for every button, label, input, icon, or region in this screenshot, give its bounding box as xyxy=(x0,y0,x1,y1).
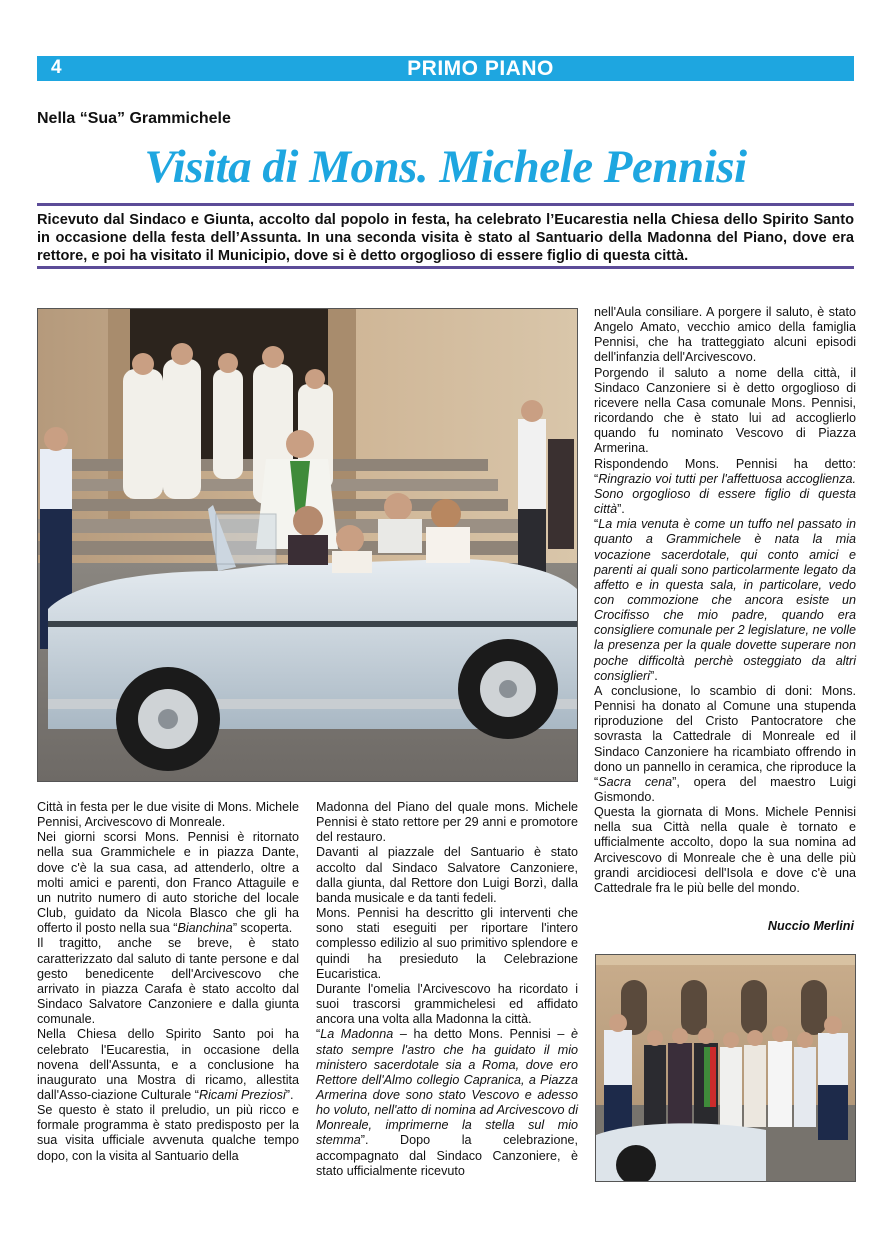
kicker: Nella “Sua” Grammichele xyxy=(37,110,231,127)
paragraph: Nella Chiesa dello Spirito Santo poi ha celebrato l'Eucarestia, in occasione della novena dell'Assunta, e a conclusione ha inaugurato una Mostra di ricamo, allestita dall'Asso-ciazione Culturale “Ricami Preziosi”. xyxy=(37,1027,299,1102)
paragraph: Madonna del Piano del quale mons. Michele Pennisi è stato rettore per 29 anni e promotore del restauro. xyxy=(316,800,578,845)
column-2 xyxy=(316,800,578,1179)
photo-group-image xyxy=(596,955,855,1181)
column-3 xyxy=(594,305,856,896)
paragraph: Davanti al piazzale del Santuario è stato accolto dal Sindaco Salvatore Canzoniere, dalla giunta, dal Rettore don Luigi Borzì, dalla banda musicale e da tanti fedeli. xyxy=(316,845,578,905)
author-signature: Nuccio Merlini xyxy=(767,919,854,933)
paragraph: “La Madonna – ha detto Mons. Pennisi – è stato sempre l'astro che ha guidato il mio ministero sacerdotale sia a Roma, dove ero Rettore dell'Almo collegio Capranica, a Piazza Armerina dove sono stato Vescovo e adesso ho voluto, nell'atto di nomina ad Arcivescovo di Monreale, imprimerne la stella sul mio stemma”. Dopo la celebrazione, accompagnato dal Sindaco Canzoniere, è stato ufficialmente ricevuto xyxy=(316,1027,578,1178)
section-title: PRIMO PIANO xyxy=(407,57,554,80)
paragraph: Porgendo il saluto a nome della città, il Sindaco Canzoniere si è detto orgoglioso di ricevere nella Casa comunale Mons. Pennisi, ricordando che è stato lui ad accoglierlo quando fu nominato Vescovo di Piazza Armerina. xyxy=(594,365,856,456)
photo-convertible-image xyxy=(38,309,577,781)
section-bar xyxy=(37,56,854,81)
paragraph: Rispondendo Mons. Pennisi ha detto: “Ringrazio voi tutti per l'affettuosa accoglienza. Sono orgoglioso di essere figlio di questa città”. xyxy=(594,456,856,517)
page-number: 4 xyxy=(51,57,62,78)
paragraph: Se questo è stato il preludio, un più ricco e formale programma è stato predisposto per la sua visita ufficiale avvenuta qualche tempo dopo, con la visita al Santuario della xyxy=(37,1103,299,1163)
photo-group-municipio xyxy=(595,954,856,1182)
rule-bottom xyxy=(37,266,854,269)
paragraph: Nei giorni scorsi Mons. Pennisi è ritornato nella sua Grammichele e in piazza Dante, dove c'è la sua casa, ad attenderlo, oltre a molti amici e parenti, don Franco Attaguile e un nutrito numero di auto storiche del locale Club, guidato da Nicola Blasco che gli ha offerto il posto nella sua “Bianchina” scoperta. xyxy=(37,830,299,936)
column-1 xyxy=(37,800,299,1164)
paragraph: nell'Aula consiliare. A porgere il saluto, è stato Angelo Amato, vecchio amico della famiglia Pennisi, che ha tratteggiato alcuni episodi dell'infanzia dell'Arcivescovo. xyxy=(594,305,856,365)
paragraph: Questa la giornata di Mons. Michele Pennisi nella sua Città nella quale è tornato e ufficialmente accolto, dopo la sua nomina ad Arcivescovo di Monreale che è una delle più grandi arcidiocesi dell'Isola e dove c'è una Cattedrale fra le più belle del mondo. xyxy=(594,805,856,895)
paragraph: Il tragitto, anche se breve, è stato caratterizzato dal saluto di tante persone e dal gesto benedicente dell'Arcivescovo che arrivato in piazza Carafa è stato accolto dal Sindaco Salvatore Canzoniere e dalla giunta comunale. xyxy=(37,936,299,1027)
rule-top xyxy=(37,203,854,206)
paragraph: Città in festa per le due visite di Mons. Michele Pennisi, Arcivescovo di Monreale. xyxy=(37,800,299,830)
photo-convertible xyxy=(37,308,578,782)
paragraph: A conclusione, lo scambio di doni: Mons. Pennisi ha donato al Comune una stupenda riproduzione del Cristo Pantocratore che sovrasta la Cattedrale di Monreale ed il Sindaco Canzoniere ha ricambiato offrendo in dono un pannello in ceramica, che riproduce la “Sacra cena”, opera del maestro Luigi Gismondo. xyxy=(594,683,856,804)
lead-paragraph: Ricevuto dal Sindaco e Giunta, accolto dal popolo in festa, ha celebrato l’Eucarestia nella Chiesa dello Spirito Santo in occasione della festa dell’Assunta. In una seconda visita è stato al Santuario della Madonna del Piano, dove era rettore, e poi ha visitato il Municipio, dove si è detto orgoglioso di essere figlio di questa città. xyxy=(37,212,854,264)
paragraph: Mons. Pennisi ha descritto gli interventi che sono stati eseguiti per riportare l'intero complesso edilizio al suo primitivo splendore e quindi ha presieduto la Celebrazione Eucaristica. xyxy=(316,906,578,981)
paragraph: “La mia venuta è come un tuffo nel passato in quanto a Grammichele è nata la mia vocazione sacerdotale, qui conto amici e parenti ai quali sono particolarmente legato da affetto e in questa sala, in particolare, vedo con commozione che ancora esiste un Crocifisso che mio padre, quando era consigliere comunale per 2 legislature, ne volle la presenza per la quale dovette superare non poche difficoltà perchè osteggiato da altri consiglieri”. xyxy=(594,517,856,683)
paragraph: Durante l'omelia l'Arcivescovo ha ricordato i suoi trascorsi grammichelesi ed affidato ancora una volta alla Madonna la città. xyxy=(316,981,578,1027)
headline: Visita di Mons. Michele Pennisi xyxy=(144,141,747,193)
